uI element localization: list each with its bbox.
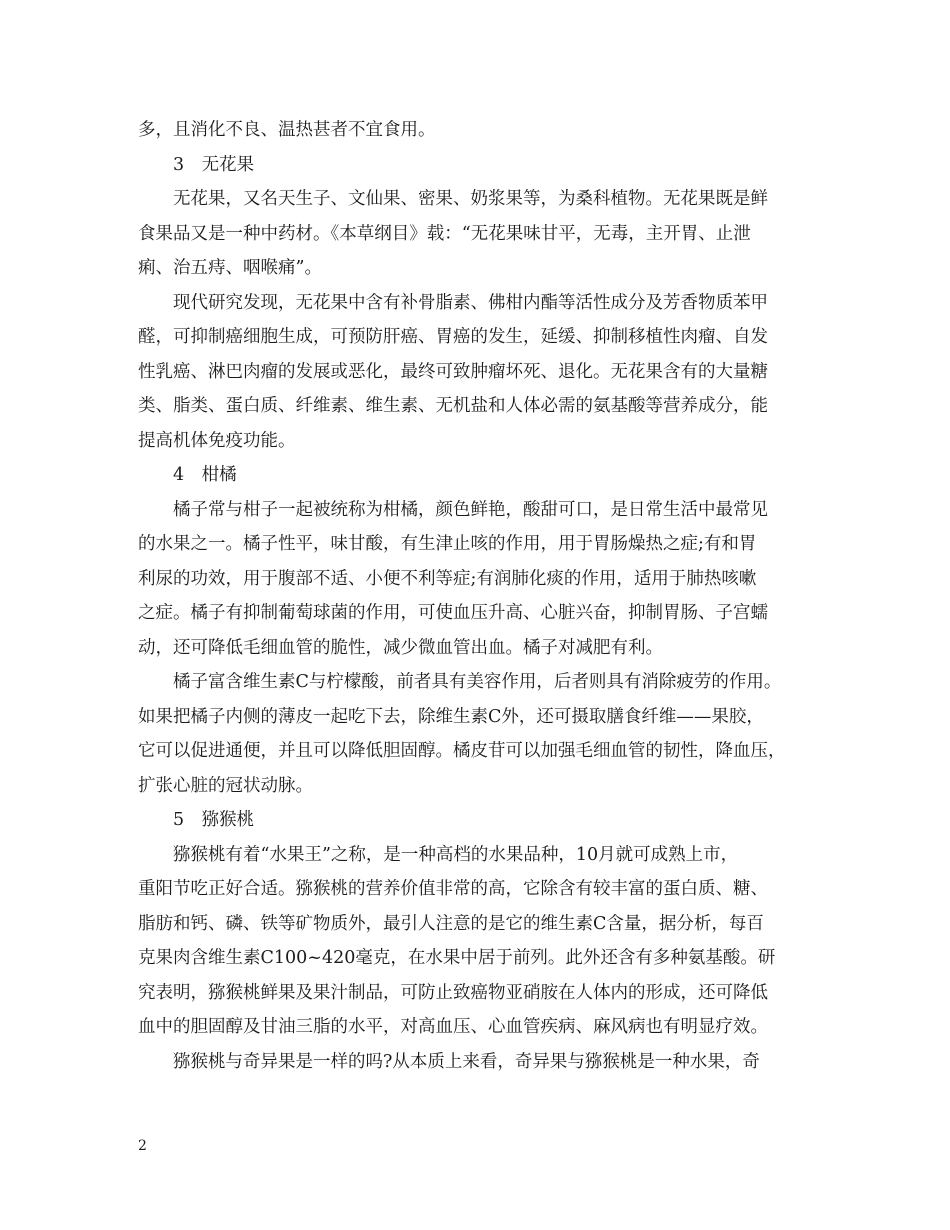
text-line: 猕猴桃与奇异果是一样的吗?从本质上来看，奇异果与猕猴桃是一种水果，奇 xyxy=(173,1051,760,1072)
text-line: 脂肪和钙、磷、铁等矿物质外，最引人注意的是它的维生素C含量，据分析，每百 xyxy=(138,913,764,934)
text-line: 它可以促进通便，并且可以降低胆固醇。橘皮苷可以加强毛细血管的韧性，降血压， xyxy=(138,741,786,761)
text-line: 重阳节吃正好合适。猕猴桃的营养价值非常的高，它除含有较丰富的蛋白质、糖、 xyxy=(138,879,768,899)
text-line: 痢、治五痔、咽喉痛”。 xyxy=(138,258,322,278)
text-line: 橘子富含维生素C与柠檬酸，前者具有美容作用，后者则具有消除疲劳的作用。 xyxy=(173,672,782,692)
text-line: 动，还可降低毛细血管的脆性，减少微血管出血。橘子对减肥有利。 xyxy=(138,637,663,658)
text-line: 现代研究发现，无花果中含有补骨脂素、佛柑内酯等活性成分及芳香物质苯甲 xyxy=(173,292,768,313)
text-line: 无花果，又名天生子、文仙果、密果、奶浆果等，为桑科植物。无花果既是鲜 xyxy=(173,189,768,209)
section-heading: 5 猕猴桃 xyxy=(173,810,255,830)
text-line: 类、脂类、蛋白质、纤维素、维生素、无机盐和人体必需的氨基酸等营养成分，能 xyxy=(138,396,768,416)
body-text xyxy=(138,113,828,1079)
section-heading: 3 无花果 xyxy=(173,154,255,175)
section-heading: 4 柑橘 xyxy=(173,465,237,485)
text-line: 之症。橘子有抑制葡萄球菌的作用，可使血压升高、心脏兴奋，抑制胃肠、子宫蠕 xyxy=(138,603,768,623)
text-line: 猕猴桃有着“水果王”之称，是一种高档的水果品种，10月就可成熟上市， xyxy=(173,844,739,865)
text-line: 如果把橘子内侧的薄皮一起吃下去，除维生素C外，还可摄取膳食纤维——果胶， xyxy=(138,706,764,727)
text-line: 克果肉含维生素C100~420毫克，在水果中居于前列。此外还含有多种氨基酸。研 xyxy=(138,948,776,968)
text-line: 利尿的功效，用于腹部不适、小便不利等症;有润肺化痰的作用，适用于肺热咳嗽 xyxy=(138,568,757,589)
page-number: 2 xyxy=(138,1138,147,1154)
text-line: 的水果之一。橘子性平，味甘酸，有生津止咳的作用，用于胃肠燥热之症;有和胃 xyxy=(138,534,757,554)
text-line: 究表明，猕猴桃鲜果及果汁制品，可防止致癌物亚硝胺在人体内的形成，还可降低 xyxy=(138,982,768,1003)
text-line: 血中的胆固醇及甘油三脂的水平，对高血压、心血管疾病、麻风病也有明显疗效。 xyxy=(138,1017,768,1037)
text-line: 提高机体免疫功能。 xyxy=(138,430,296,451)
text-line: 扩张心脏的冠状动脉。 xyxy=(138,775,313,796)
text-line: 醛，可抑制癌细胞生成，可预防肝癌、胃癌的发生，延缓、抑制移植性肉瘤、自发 xyxy=(138,327,768,347)
text-line: 食果品又是一种中药材。《本草纲目》载：“无花果味甘平，无毒，主开胃、止泄 xyxy=(138,223,751,244)
text-line: 性乳癌、淋巴肉瘤的发展或恶化，最终可致肿瘤坏死、退化。无花果含有的大量糖 xyxy=(138,361,768,382)
text-line: 橘子常与柑子一起被统称为柑橘，颜色鲜艳，酸甜可口，是日常生活中最常见 xyxy=(173,499,768,520)
text-line: 多，且消化不良、温热甚者不宜食用。 xyxy=(138,120,436,140)
